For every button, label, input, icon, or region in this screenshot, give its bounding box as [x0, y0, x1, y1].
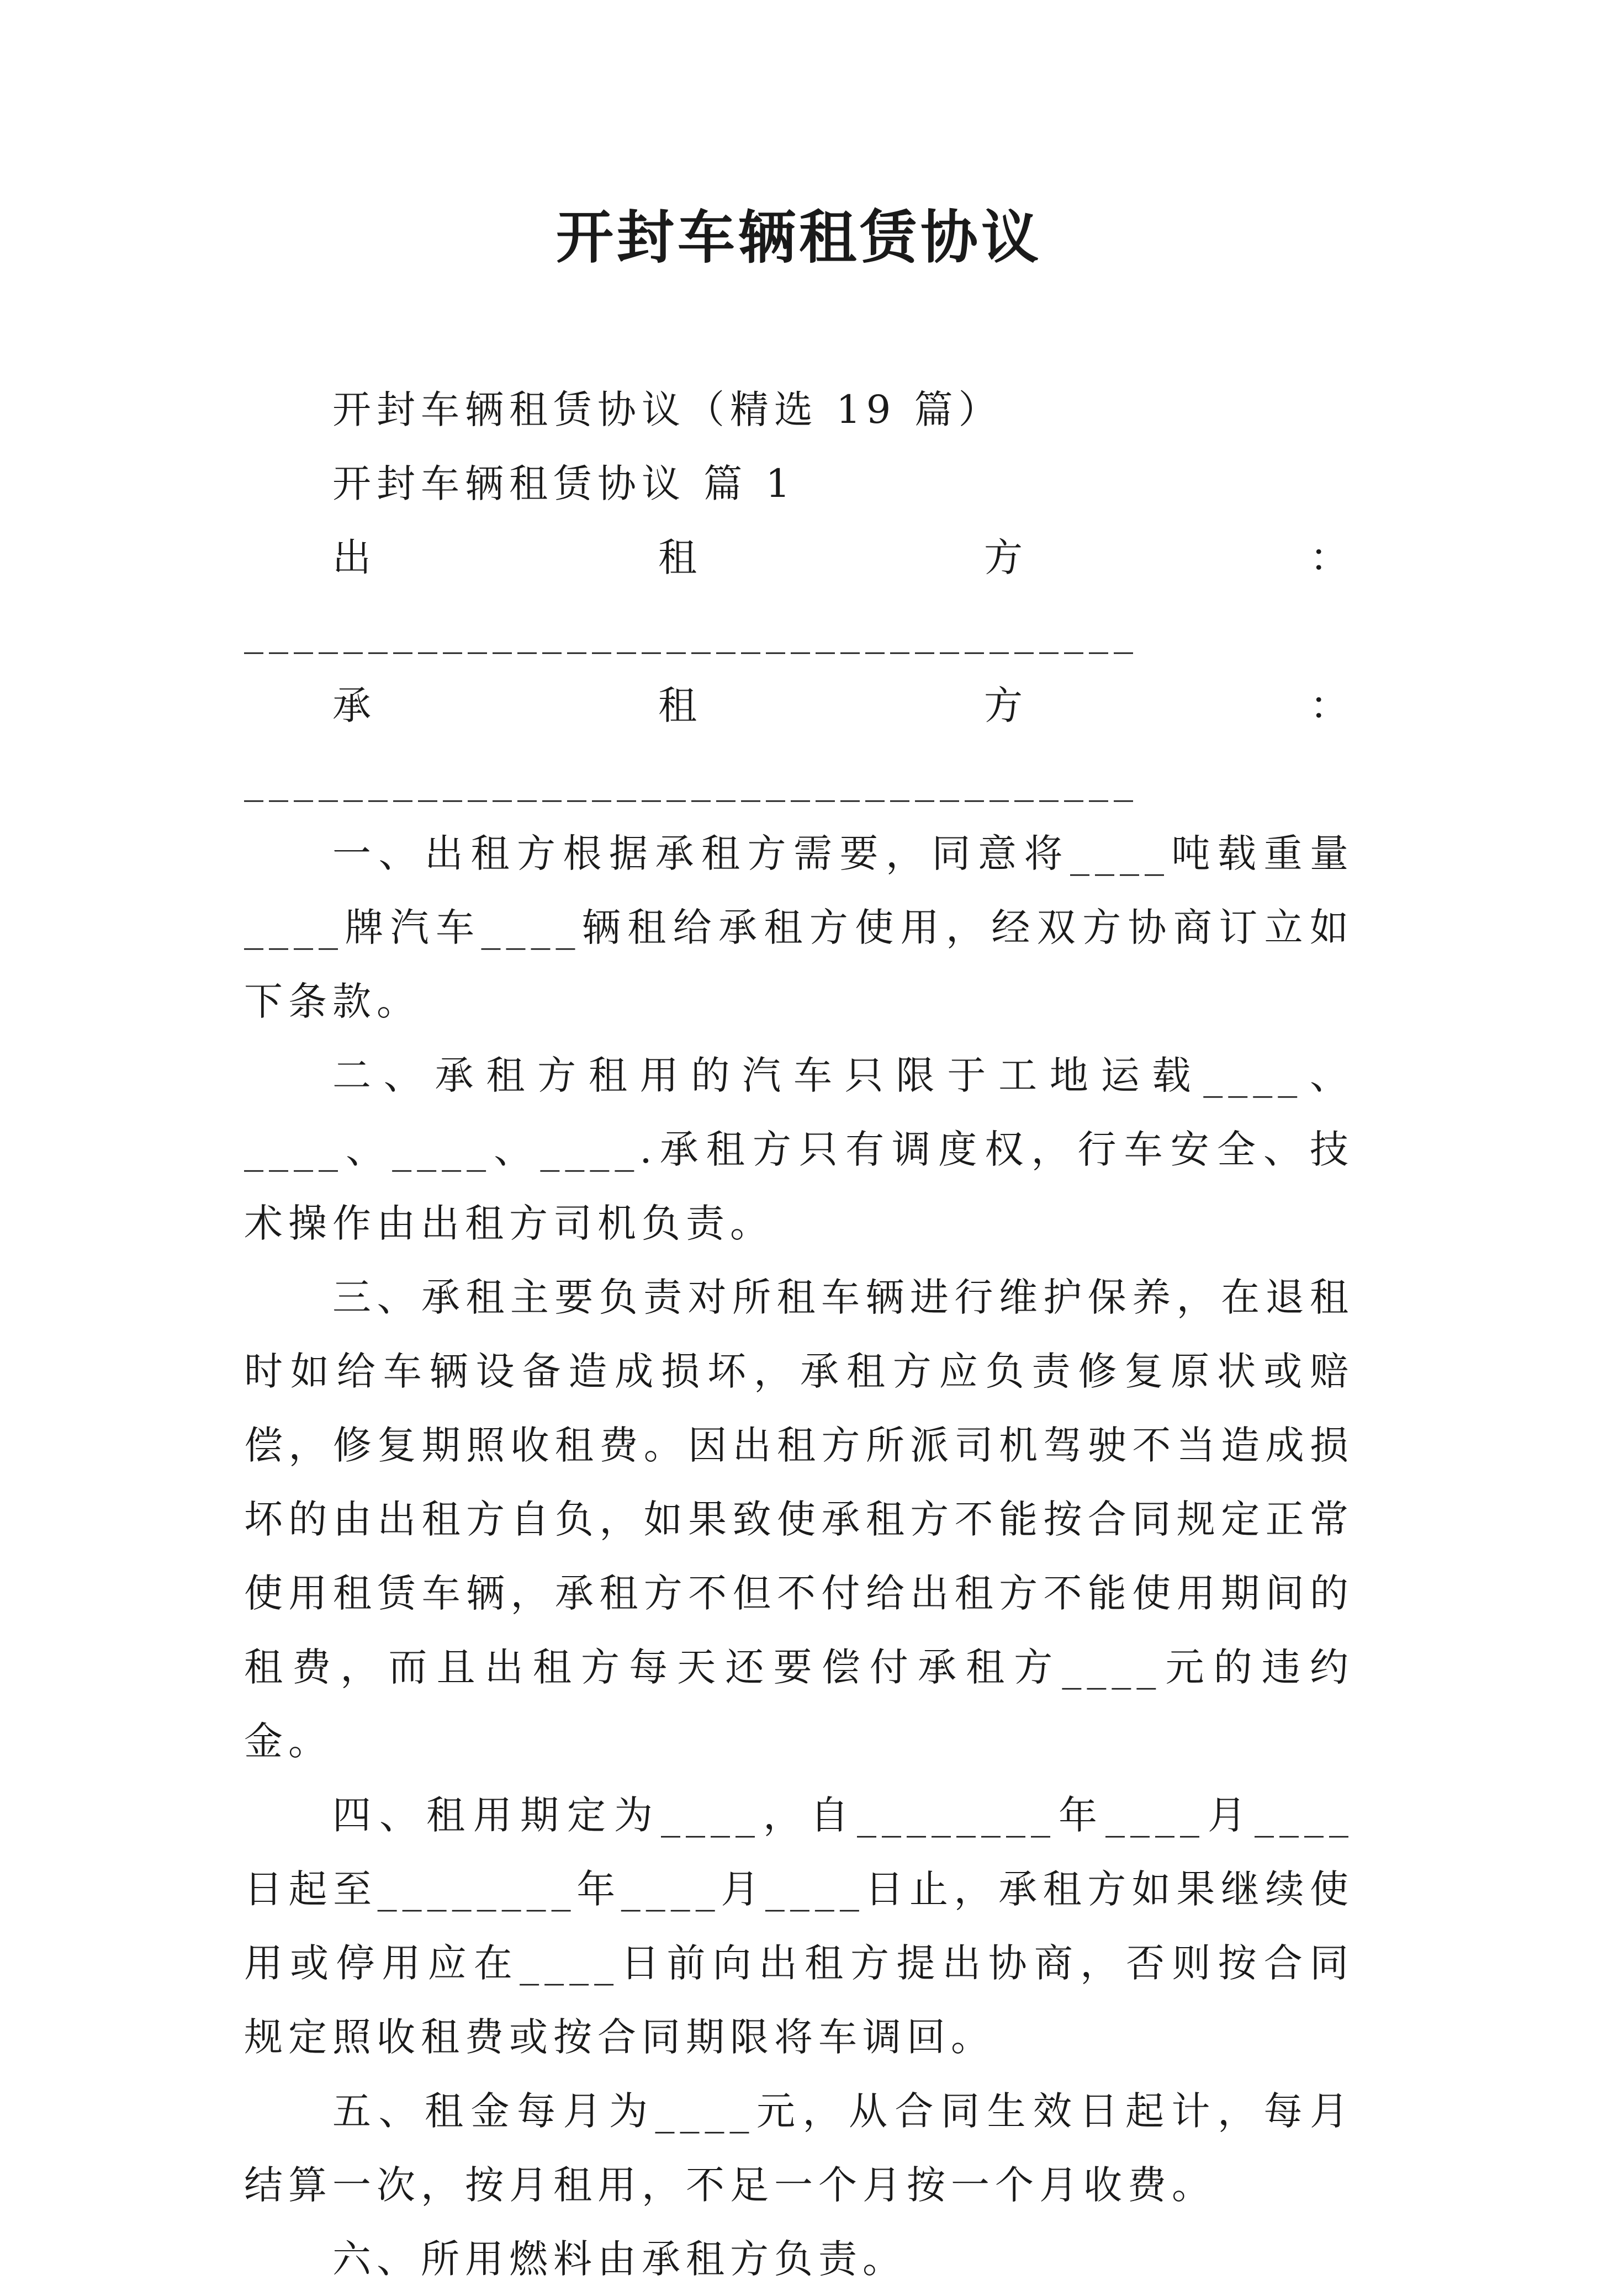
lessee-field: 承租方：____________________________________: [244, 683, 1354, 802]
document-title: 开封车辆租赁协议: [555, 203, 1042, 271]
clause-3: 三、承租主要负责对所租车辆进行维护保养，在退租时如给车辆设备造成损坏，承租方应负责修复原状或赔偿，修复期照收租费。因出租方所派司机驾驶不当造成损坏的由出租方自负，如果致使承租方不能按合同规定正常使用租赁车辆，承租方不但不付给出租方不能使用期间的租费，而且出租方每天还要偿付承租方____元的违约金。: [244, 1275, 1354, 1764]
clause-6: 六、所用燃料由承租方负责。: [332, 2236, 907, 2282]
clause-2: 二、承租方租用的汽车只限于工地运载____、____、____、____.承租方只有调度权，行车安全、技术操作由出租方司机负责。: [244, 1053, 1354, 1246]
lessor-field: 出租方：____________________________________: [244, 535, 1354, 654]
document-body: [244, 373, 1354, 2296]
clause-4: 四、租用期定为____，自________年____月____日起至________年____月____日止，承租方如果继续使用或停用应在____日前向出租方提出协商，否则按合同规定照收租费或按合同期限将车调回。: [244, 1793, 1354, 2060]
chapter-heading: 开封车辆租赁协议 篇 1: [332, 461, 796, 506]
clause-5: 五、租金每月为____元，从合同生效日起计，每月结算一次，按月租用，不足一个月按一个月收费。: [244, 2088, 1354, 2208]
clause-1: 一、出租方根据承租方需要，同意将____吨载重量____牌汽车____辆租给承租方使用，经双方协商订立如下条款。: [244, 831, 1354, 1024]
document-subtitle: 开封车辆租赁协议（精选 19 篇）: [332, 387, 1003, 432]
